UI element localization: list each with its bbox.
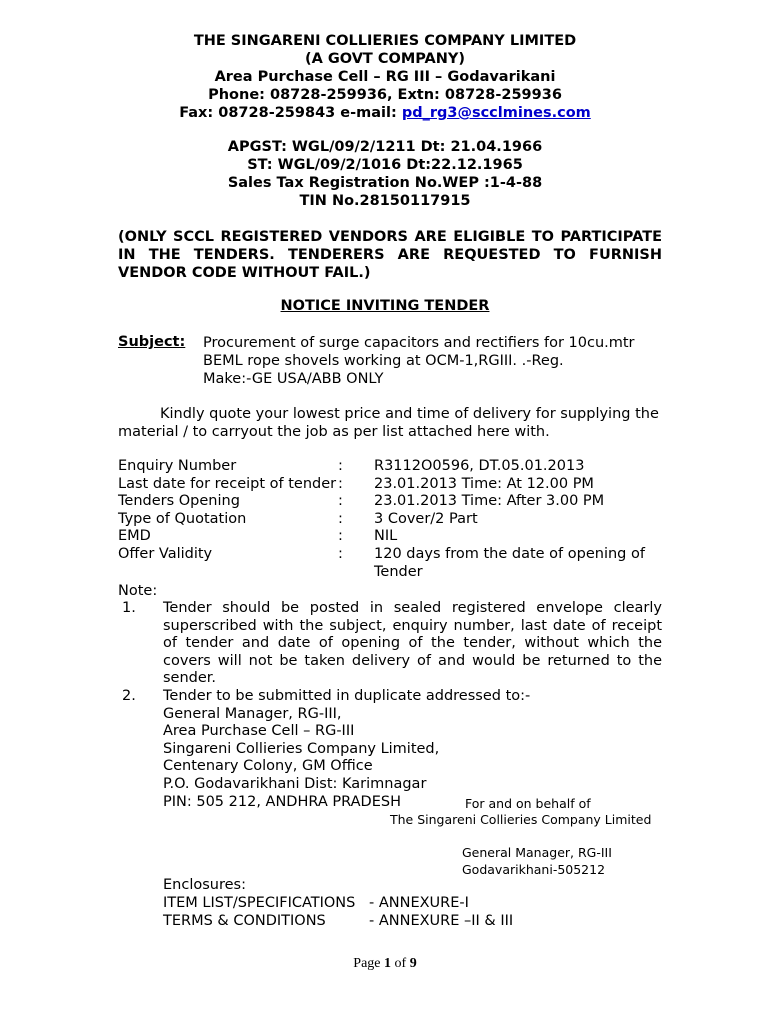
apgst-number: APGST: WGL/09/2/1211 Dt: 21.04.1966 bbox=[227, 139, 543, 155]
note-number: 2. bbox=[122, 687, 136, 704]
signatory-place: Godavarikhani-505212 bbox=[462, 862, 606, 877]
subject-text bbox=[203, 334, 663, 388]
subject-line-3: Make:-GE USA/ABB ONLY bbox=[203, 371, 384, 387]
enclosures-label: Enclosures: bbox=[163, 877, 246, 893]
intro-paragraph: Kindly quote your lowest price and time of delivery for supplying the material / to carryout the job as per list attached here with. bbox=[118, 406, 659, 440]
note-item bbox=[118, 688, 662, 811]
detail-value: 120 days from the date of opening of Tender bbox=[374, 545, 645, 580]
email-link[interactable]: pd_rg3@scclmines.com bbox=[401, 105, 591, 121]
detail-value: NIL bbox=[374, 528, 398, 545]
tender-details bbox=[118, 458, 678, 581]
detail-colon: : bbox=[338, 528, 343, 545]
detail-colon: : bbox=[338, 493, 343, 510]
enclosure-annexure: - ANNEXURE-I bbox=[369, 895, 469, 911]
company-type: (A GOVT COMPANY) bbox=[304, 51, 466, 67]
enclosure-item bbox=[163, 894, 469, 912]
subject-line-2: BEML rope shovels working at OCM-1,RGIII. .-Reg. bbox=[203, 353, 564, 369]
detail-value: 23.01.2013 Time: After 3.00 PM bbox=[374, 493, 605, 510]
department: Area Purchase Cell – RG III – Godavarikani bbox=[214, 69, 556, 85]
page-label: Page bbox=[353, 956, 381, 971]
note-text: Tender should be posted in sealed registered envelope clearly superscribed with the subject, enquiry number, last date of receipt of tender and date of opening of the tender, without which the covers will not be taken delivery of and would be returned to the sender. bbox=[163, 600, 662, 687]
detail-label: Offer Validity bbox=[118, 545, 213, 562]
detail-label: Type of Quotation bbox=[118, 510, 247, 527]
detail-label: EMD bbox=[118, 528, 151, 545]
enclosure-annexure: - ANNEXURE –II & III bbox=[369, 913, 514, 929]
letterhead bbox=[0, 32, 770, 122]
detail-row bbox=[118, 528, 678, 546]
detail-colon: : bbox=[338, 458, 343, 474]
detail-colon: : bbox=[338, 545, 343, 562]
detail-row bbox=[118, 511, 678, 529]
detail-label: Tenders Opening bbox=[118, 493, 240, 510]
detail-row bbox=[118, 476, 678, 494]
tin-number: TIN No.28150117915 bbox=[299, 193, 471, 209]
enclosure-item bbox=[163, 912, 514, 930]
address-line: Singareni Collieries Company Limited, bbox=[163, 740, 440, 757]
note-number: 1. bbox=[122, 600, 136, 616]
address-line: Centenary Colony, GM Office bbox=[163, 758, 373, 775]
detail-label: Last date for receipt of tender bbox=[118, 475, 337, 492]
company-name: THE SINGARENI COLLIERIES COMPANY LIMITED bbox=[193, 33, 577, 49]
detail-colon: : bbox=[338, 510, 343, 527]
enclosures bbox=[163, 876, 514, 930]
registration-block bbox=[0, 138, 770, 210]
current-page: 1 bbox=[384, 956, 392, 971]
address-line: Area Purchase Cell – RG-III bbox=[163, 723, 355, 740]
enclosure-name: TERMS & CONDITIONS bbox=[163, 913, 326, 929]
detail-colon: : bbox=[338, 475, 343, 492]
note-label: Note: bbox=[118, 583, 158, 599]
address-line: PIN: 505 212, ANDHRA PRADESH bbox=[163, 793, 401, 810]
eligibility-notice: (ONLY SCCL REGISTERED VENDORS ARE ELIGIBLE TO PARTICIPATE IN THE TENDERS. TENDERERS ARE REQUESTED TO FURNISH VENDOR CODE WITHOUT FAIL.) bbox=[118, 229, 662, 281]
document-title: NOTICE INVITING TENDER bbox=[280, 298, 490, 314]
detail-value: 23.01.2013 Time: At 12.00 PM bbox=[374, 475, 594, 492]
subject-line-1: Procurement of surge capacitors and rectifiers for 10cu.mtr bbox=[203, 335, 635, 351]
signatory-designation: General Manager, RG-III bbox=[462, 845, 612, 860]
detail-row bbox=[118, 458, 678, 476]
subject-label: Subject: bbox=[118, 334, 186, 350]
note-item bbox=[118, 600, 662, 688]
signature-company: The Singareni Collieries Company Limited bbox=[390, 812, 652, 827]
signatory bbox=[462, 844, 612, 878]
phone-line: Phone: 08728-259936, Extn: 08728-259936 bbox=[208, 87, 562, 103]
fax-line bbox=[0, 104, 770, 122]
address-line: P.O. Godavarikhani Dist: Karimnagar bbox=[163, 775, 427, 792]
detail-row bbox=[118, 493, 678, 511]
total-pages: 9 bbox=[409, 956, 417, 971]
notes-list bbox=[118, 600, 662, 811]
detail-label: Enquiry Number bbox=[118, 458, 237, 474]
note-text: Tender to be submitted in duplicate addressed to:- bbox=[163, 687, 531, 704]
sales-tax-number: Sales Tax Registration No.WEP :1-4-88 bbox=[227, 175, 543, 191]
detail-row bbox=[118, 546, 678, 581]
on-behalf-text: For and on behalf of bbox=[465, 796, 591, 811]
fax-text: Fax: 08728-259843 e-mail: bbox=[179, 105, 402, 121]
address-line: General Manager, RG-III, bbox=[163, 705, 342, 722]
page-footer bbox=[0, 956, 770, 972]
st-number: ST: WGL/09/2/1016 Dt:22.12.1965 bbox=[247, 157, 523, 173]
detail-value: 3 Cover/2 Part bbox=[374, 510, 478, 527]
detail-value: R3112O0596, DT.05.01.2013 bbox=[374, 458, 585, 474]
of-label: of bbox=[394, 956, 407, 971]
enclosure-name: ITEM LIST/SPECIFICATIONS bbox=[163, 895, 356, 911]
